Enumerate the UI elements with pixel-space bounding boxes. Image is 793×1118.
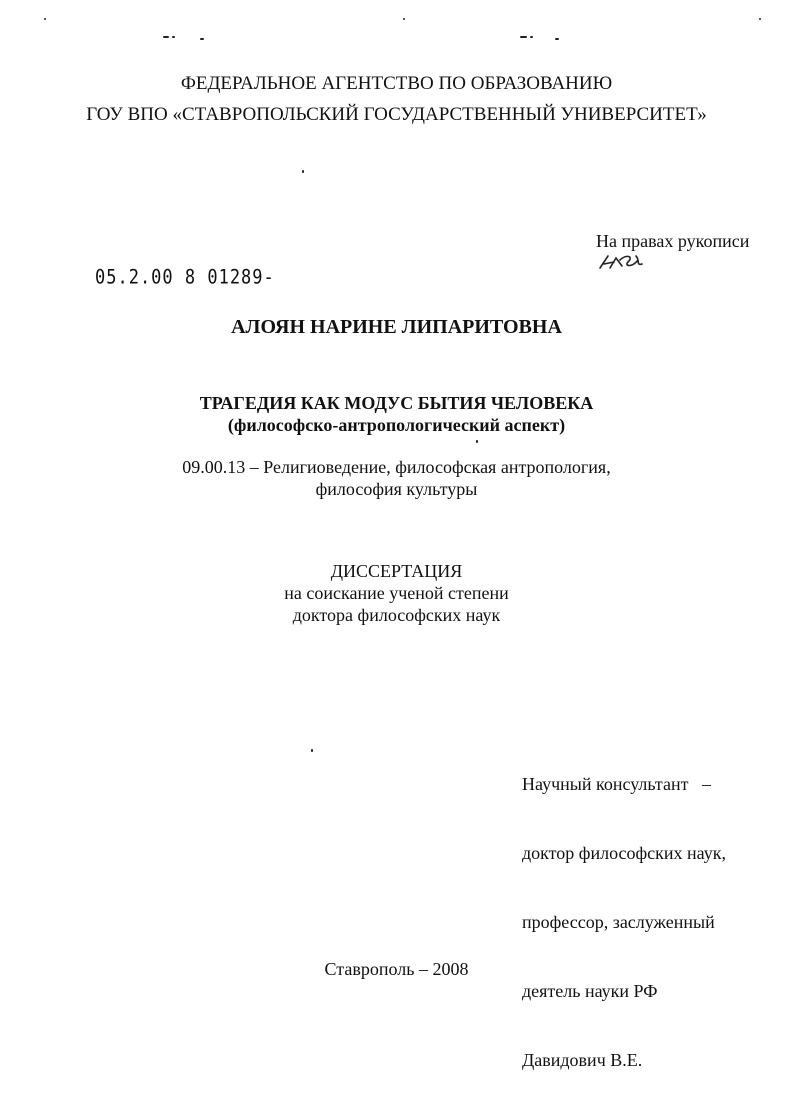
scan-speck	[476, 440, 478, 443]
document-type: ДИССЕРТАЦИЯ	[330, 561, 463, 581]
consultant-block	[522, 727, 726, 1118]
consultant-degree: доктор философских наук,	[522, 843, 726, 863]
scan-speck	[403, 18, 405, 20]
consultant-label: Научный консультант –	[522, 774, 711, 794]
dissertation-subtitle: (философско-антропологический аспект)	[227, 415, 566, 435]
scan-speck	[759, 18, 761, 20]
specialty-name: философия культуры	[315, 479, 478, 499]
scan-speck	[520, 36, 527, 38]
scan-speck	[200, 38, 204, 40]
university-name: ГОУ ВПО «СТАВРОПОЛЬСКИЙ ГОСУДАРСТВЕННЫЙ УНИВЕРСИТЕТ»	[86, 104, 707, 125]
consultant-name: Давидович В.Е.	[522, 1050, 643, 1070]
author-name: АЛОЯН НАРИНЕ ЛИПАРИТОВНА	[231, 316, 562, 338]
specialty-code: 09.00.13 – Религиоведение, философская антропология,	[182, 457, 611, 477]
scan-speck	[163, 36, 169, 38]
handwritten-signature-icon	[596, 250, 646, 274]
scan-speck	[302, 170, 304, 173]
consultant-title: профессор, заслуженный	[522, 912, 715, 932]
scan-speck	[311, 749, 313, 752]
degree-line-1: на соискание ученой степени	[284, 583, 509, 603]
manuscript-rights-note: На правах рукописи	[596, 231, 750, 251]
agency-name: ФЕДЕРАЛЬНОЕ АГЕНТСТВО ПО ОБРАЗОВАНИЮ	[180, 73, 613, 94]
scan-speck	[530, 36, 533, 38]
consultant-title-2: деятель науки РФ	[522, 981, 658, 1001]
dissertation-title: ТРАГЕДИЯ КАК МОДУС БЫТИЯ ЧЕЛОВЕКА	[199, 393, 594, 413]
scan-speck	[172, 36, 175, 38]
catalog-number: 05.2.00 8 01289-	[95, 266, 275, 289]
place-and-year: Ставрополь – 2008	[324, 959, 469, 979]
scan-speck	[44, 18, 46, 20]
scan-speck	[555, 38, 559, 40]
degree-line-2: доктора философских наук	[292, 605, 501, 625]
